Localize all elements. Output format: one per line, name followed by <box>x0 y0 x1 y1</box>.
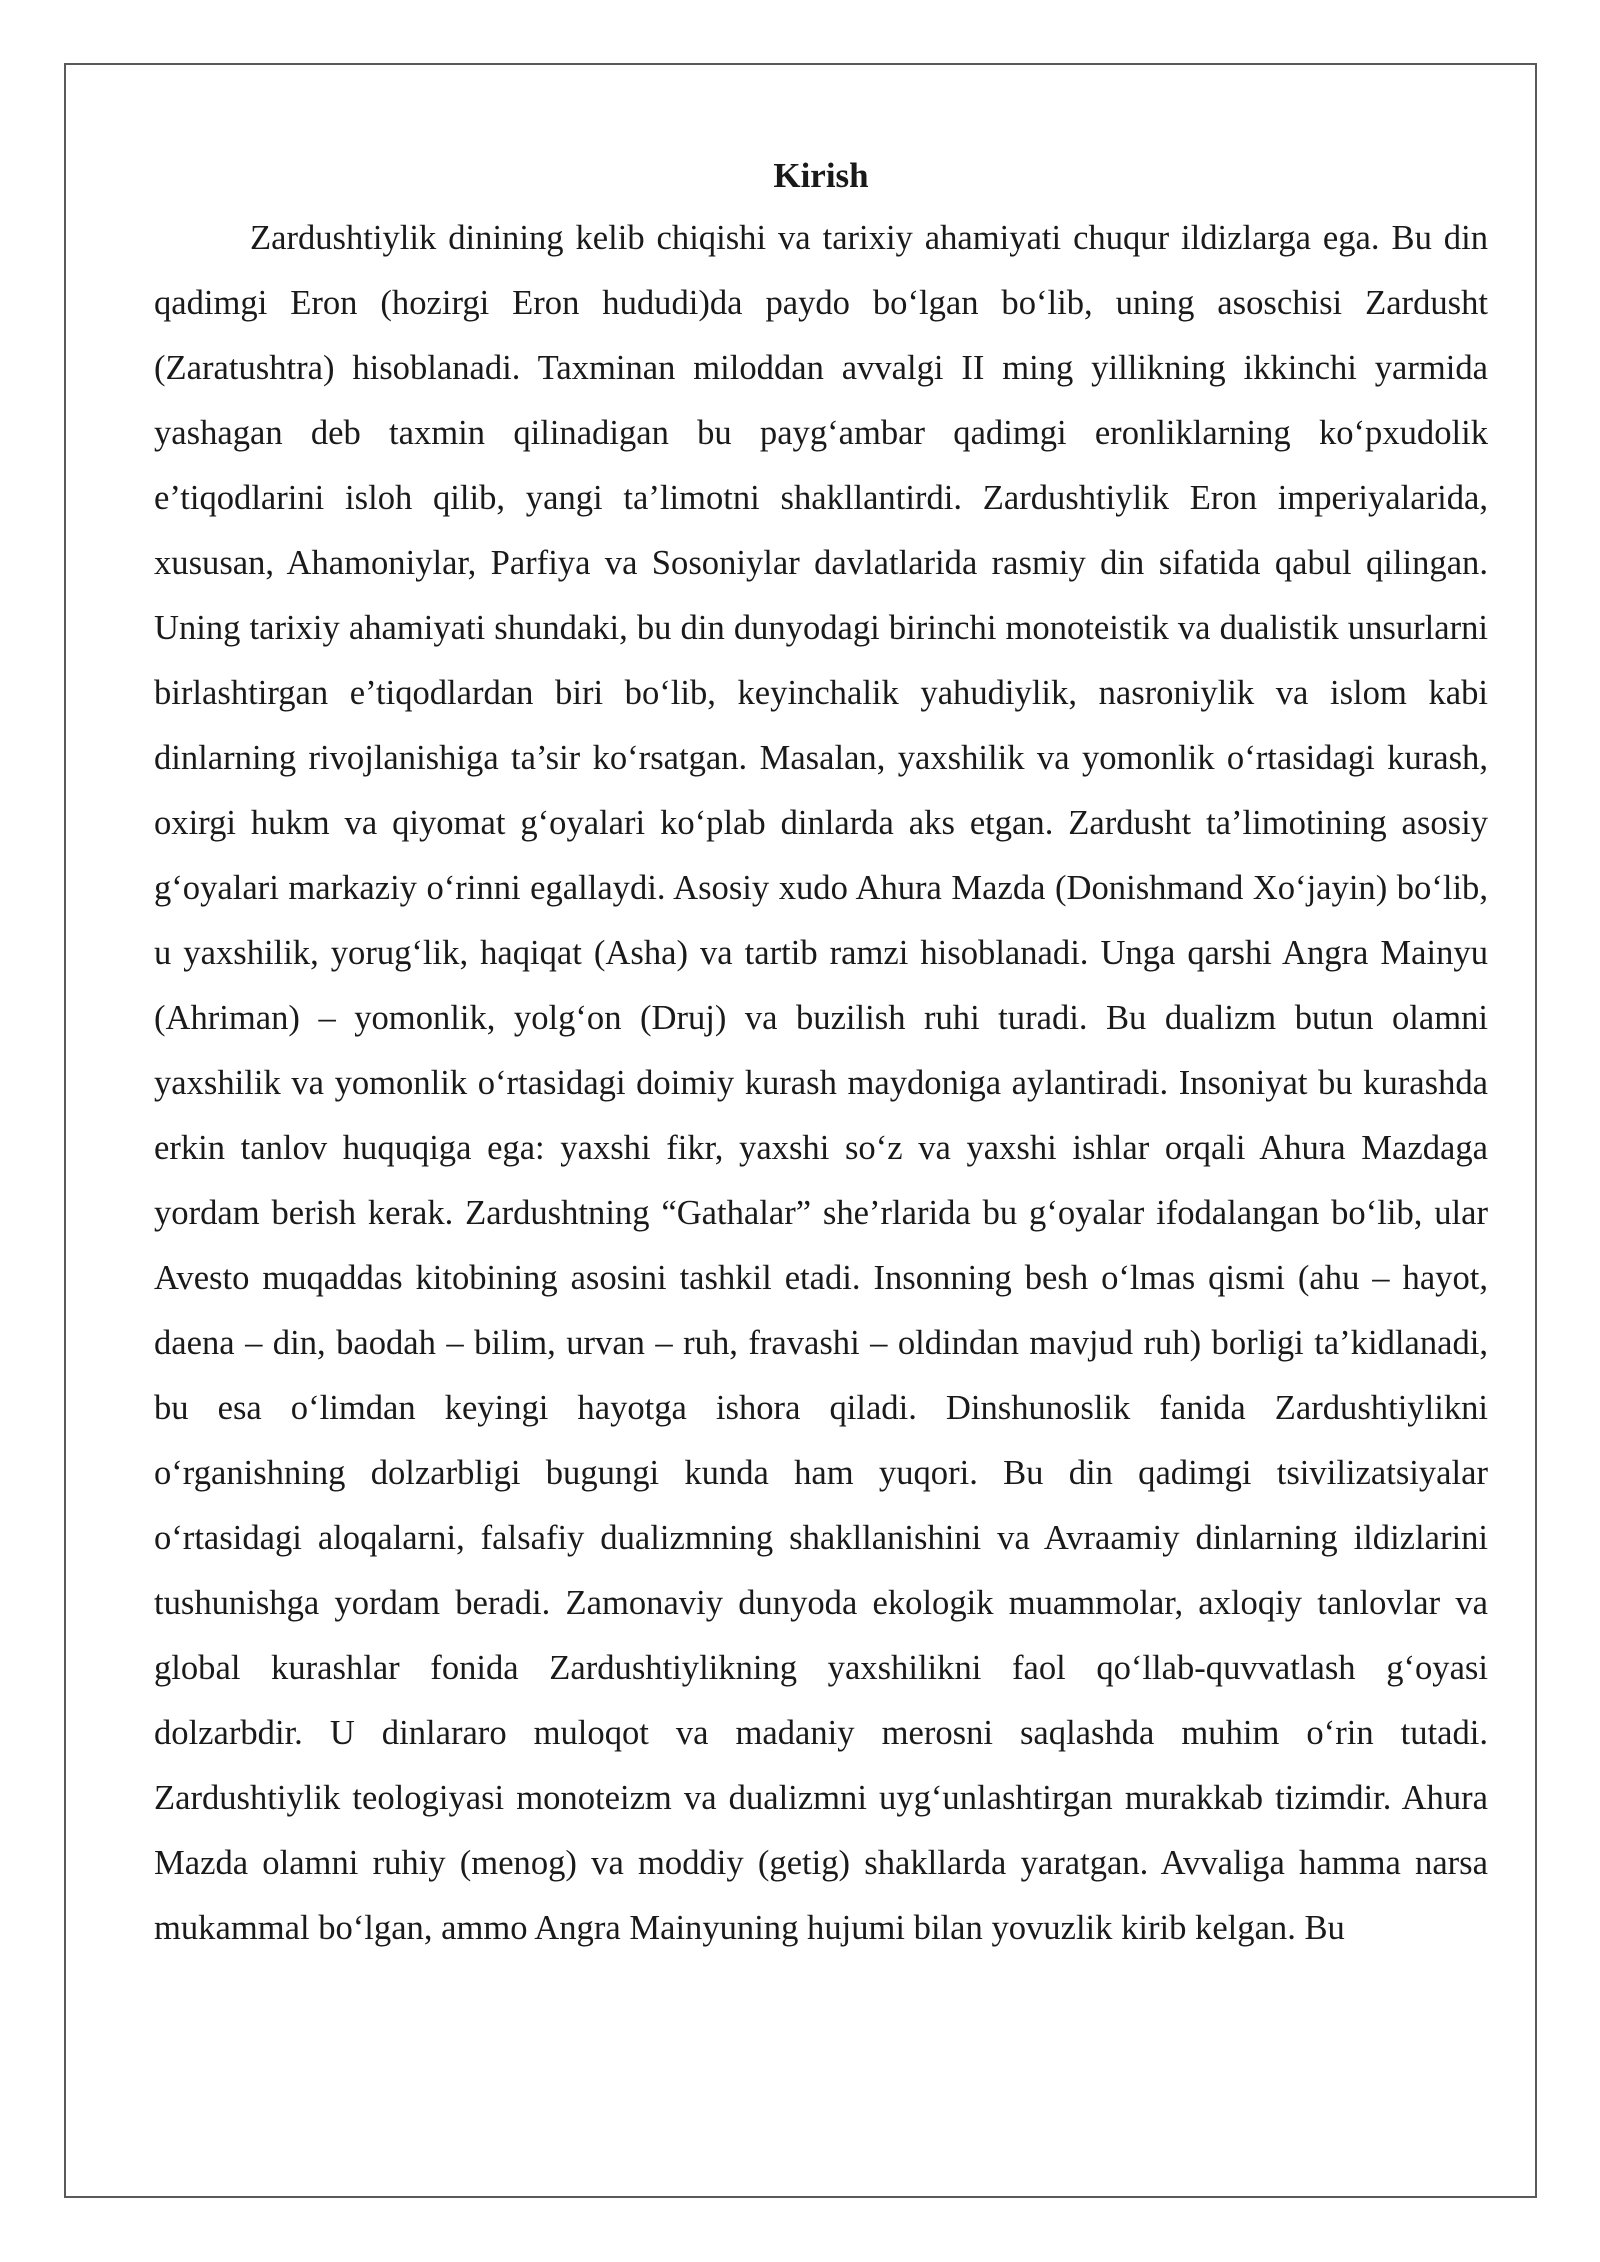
document-body <box>154 146 1488 1961</box>
section-heading: Kirish <box>773 156 869 195</box>
body-paragraph: Zardushtiylik dinining kelib chiqishi va tarixiy ahamiyati chuqur ildizlarga ega. Bu din qadimgi Eron (hozirgi Eron hududi)da paydo bo‘lgan bo‘lib, uning asoschisi Zardusht (Zaratushtra) hisoblanadi. Taxminan miloddan avvalgi II ming yillikning ikkinchi yarmida yashagan deb taxmin qilinadigan bu payg‘ambar qadimgi eronliklarning ko‘pxudolik e’tiqodlarini isloh qilib, yangi ta’limotni shakllantirdi. Zardushtiylik Eron imperiyalarida, xususan, Ahamoniylar, Parfiya va Sosoniylar davlatlarida rasmiy din sifatida qabul qilingan. Uning tarixiy ahamiyati shundaki, bu din dunyodagi birinchi monoteistik va dualistik unsurlarni birlashtirgan e’tiqodlardan biri bo‘lib, keyinchalik yahudiylik, nasroniylik va islom kabi dinlarning rivojlanishiga ta’sir ko‘rsatgan. Masalan, yaxshilik va yomonlik o‘rtasidagi kurash, oxirgi hukm va qiyomat g‘oyalari ko‘plab dinlarda aks etgan. Zardusht ta’limotining asosiy g‘oyalari markaziy o‘rinni egallaydi. Asosiy xudo Ahura Mazda (Donishmand Xo‘jayin) bo‘lib, u yaxshilik, yorug‘lik, haqiqat (Asha) va tartib ramzi hisoblanadi. Unga qarshi Angra Mainyu (Ahriman) – yomonlik, yolg‘on (Druj) va buzilish ruhi turadi. Bu dualizm butun olamni yaxshilik va yomonlik o‘rtasidagi doimiy kurash maydoniga aylantiradi. Insoniyat bu kurashda erkin tanlov huquqiga ega: yaxshi fikr, yaxshi so‘z va yaxshi ishlar orqali Ahura Mazdaga yordam berish kerak. Zardushtning “Gathalar” she’rlarida bu g‘oyalar ifodalangan bo‘lib, ular Avesto muqaddas kitobining asosini tashkil etadi. Insonning besh o‘lmas qismi (ahu – hayot, daena – din, baodah – bilim, urvan – ruh, fravashi – oldindan mavjud ruh) borligi ta’kidlanadi, bu esa o‘limdan keyingi hayotga ishora qiladi. Dinshunoslik fanida Zardushtiylikni o‘rganishning dolzarbligi bugungi kunda ham yuqori. Bu din qadimgi tsivilizatsiyalar o‘rtasidagi aloqalarni, falsafiy dualizmning shakllanishini va Avraamiy dinlarning ildizlarini tushunishga yordam beradi. Zamonaviy dunyoda ekologik muammolar, axloqiy tanlovlar va global kurashlar fonida Zardushtiylikning yaxshilikni faol qo‘llab-quvvatlash g‘oyasi dolzarbdir. U dinlararo muloqot va madaniy merosni saqlashda muhim o‘rin tutadi. Zardushtiylik teologiyasi monoteizm va dualizmni uyg‘unlashtirgan murakkab tizimdir. Ahura Mazda olamni ruhiy (menog) va moddiy (getig) shakllarda yaratgan. Avvaliga hamma narsa mukammal bo‘lgan, ammo Angra Mainyuning hujumi bilan yovuzlik kirib kelgan. Bu <box>154 219 1488 1947</box>
